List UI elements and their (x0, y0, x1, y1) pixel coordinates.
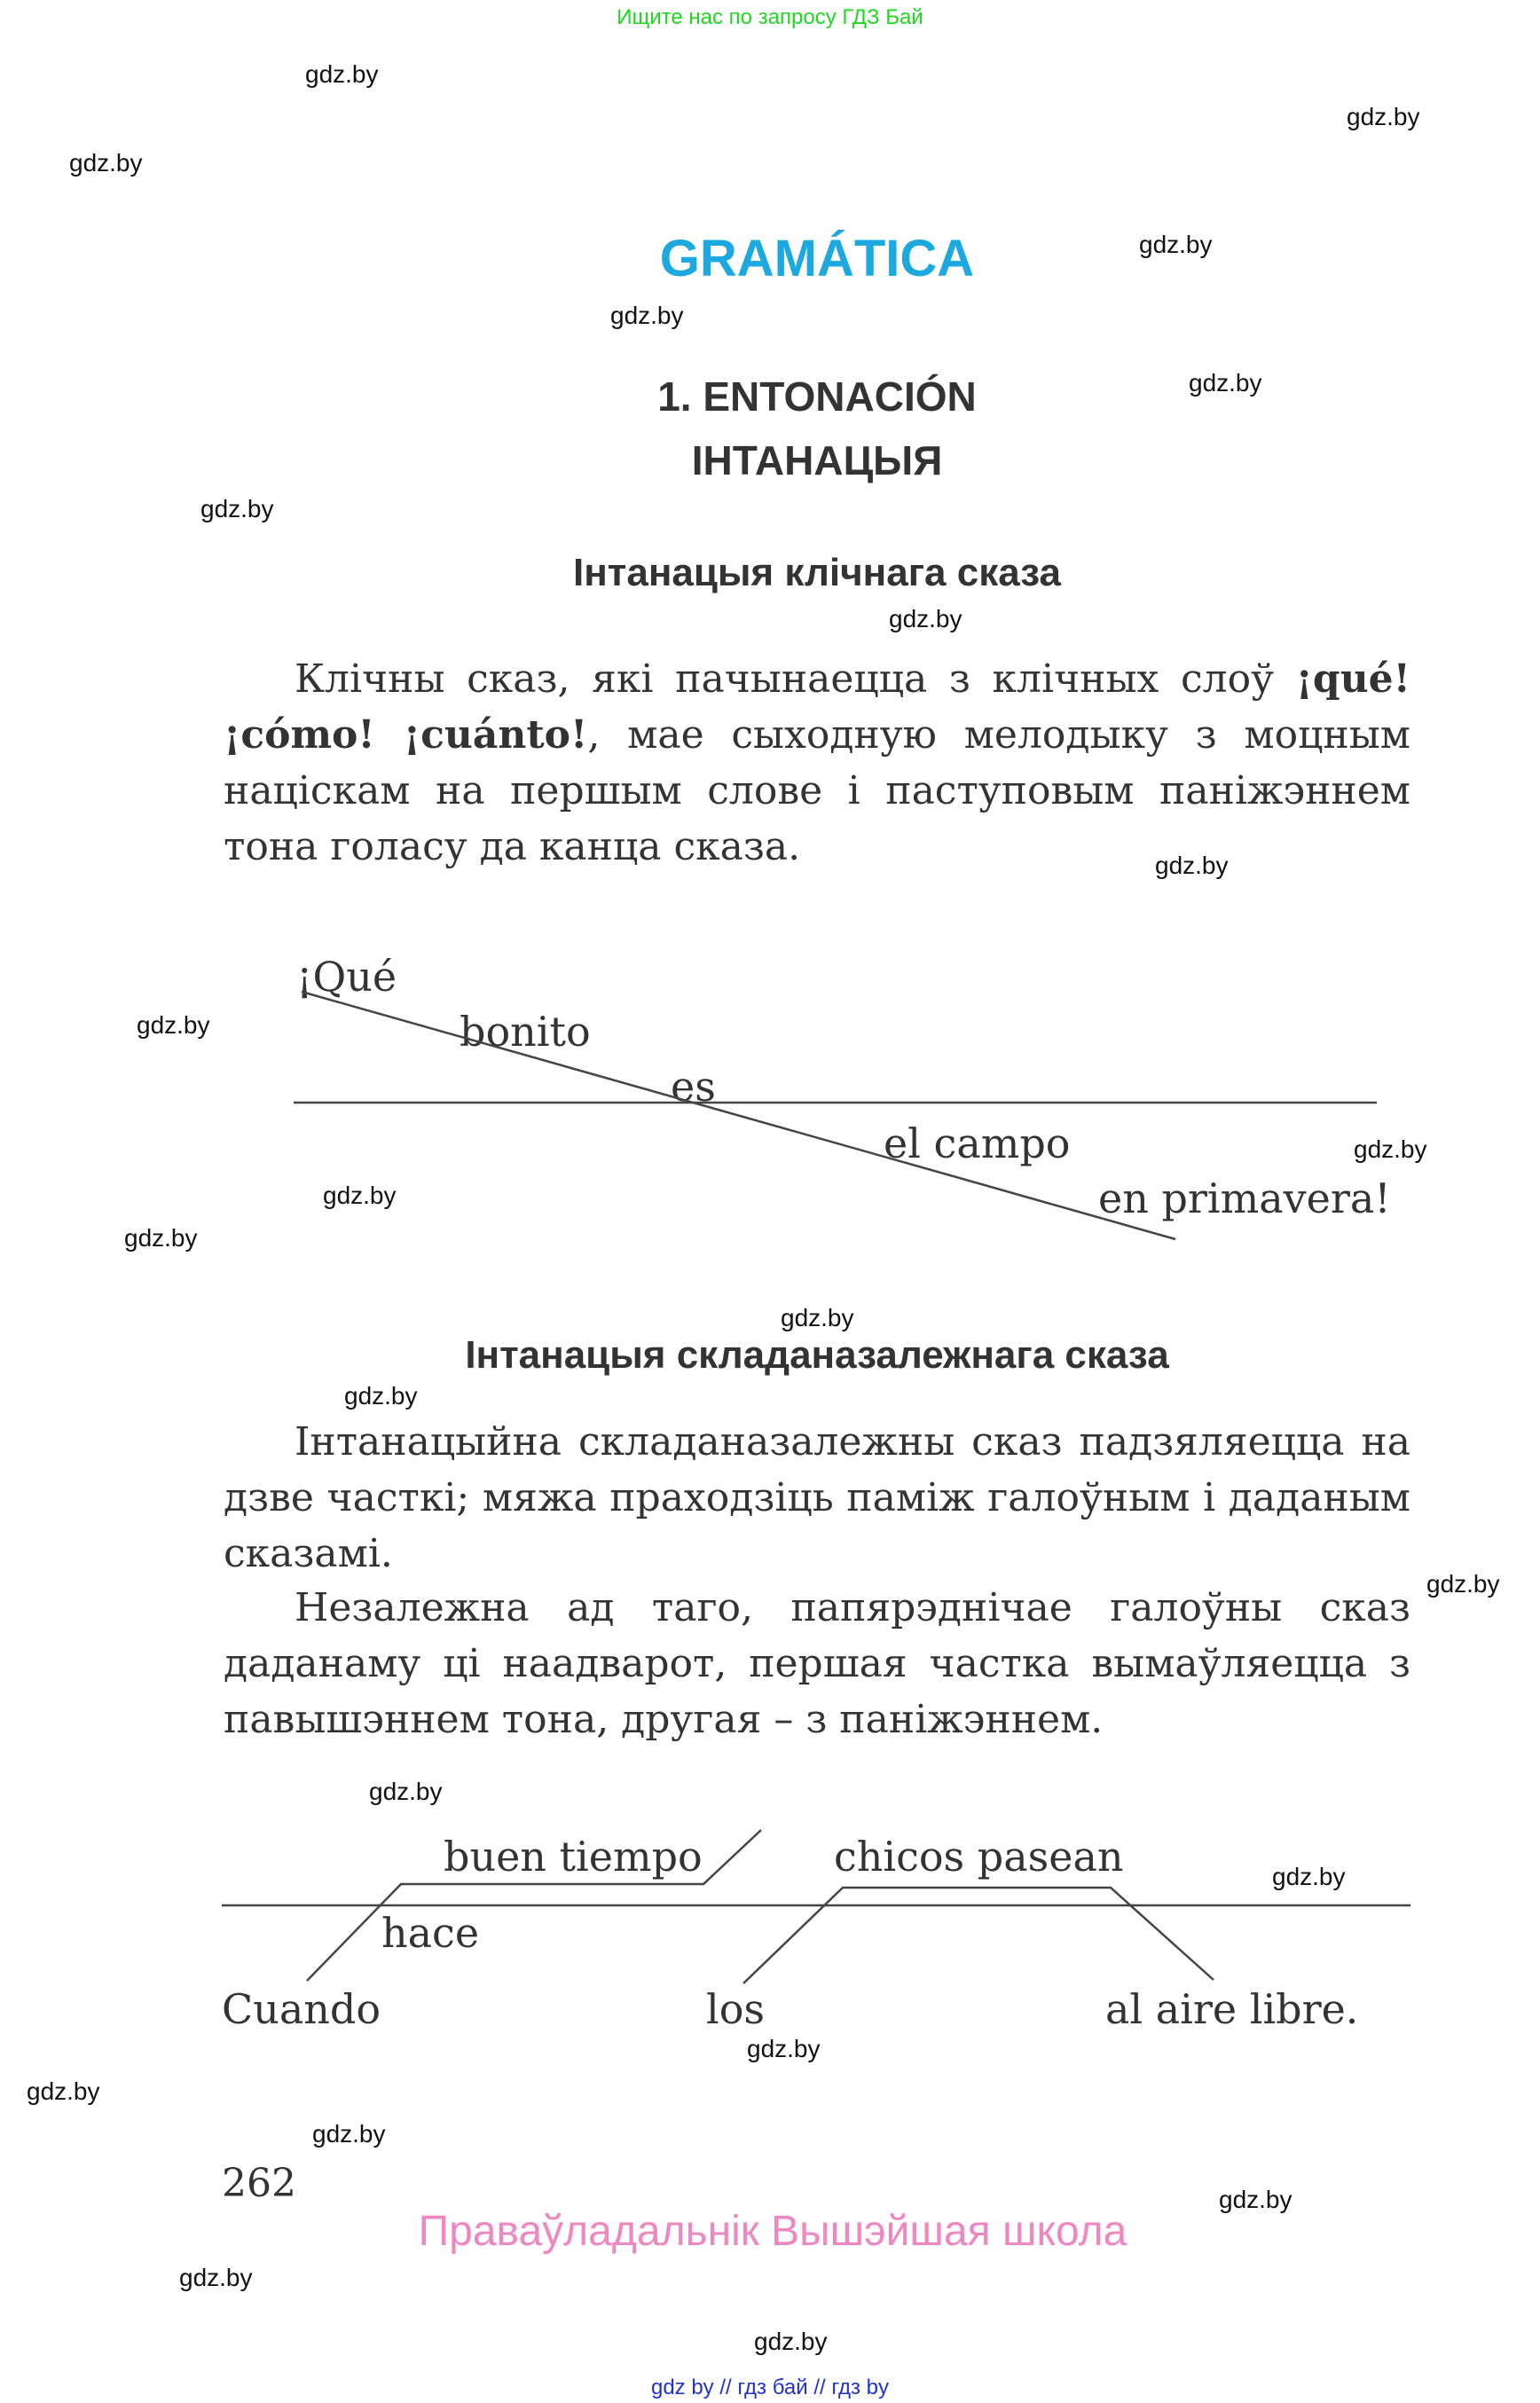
watermark: gdz.by (312, 2120, 386, 2148)
paragraph-text: Інтанацыйна складаназалежны сказ падзяляецца на дзве часткі; мяжа праходзіць паміж галоўным і даданым сказамі. (224, 1419, 1410, 1576)
diagram2-word-al-aire-libre: al aire libre. (1105, 1985, 1359, 2033)
paragraph-text-start: Клічны сказ, які пачынаецца з клічных слоў (295, 656, 1296, 702)
watermark: gdz.by (1189, 369, 1262, 397)
watermark: gdz.by (200, 495, 274, 522)
watermark: gdz.by (889, 605, 962, 632)
watermark: gdz.by (1354, 1135, 1427, 1163)
watermark: gdz.by (1155, 852, 1229, 879)
diagram2-word-hace: hace (381, 1909, 480, 1957)
watermark: gdz.by (1426, 1570, 1500, 1598)
watermark: gdz.by (1347, 103, 1420, 130)
watermark: gdz.by (179, 2264, 253, 2291)
search-banner: Ищите нас по запросу ГДЗ Бай (617, 5, 923, 29)
diagram2-word-chicos-pasean: chicos pasean (834, 1833, 1124, 1881)
subsection-heading-complex: Інтанацыя складаназалежнага сказа (465, 1333, 1169, 1377)
watermark: gdz.by (137, 1011, 210, 1039)
page-title: GRAMÁTICA (659, 230, 975, 287)
watermark: gdz.by (69, 149, 143, 177)
watermark: gdz.by (305, 60, 379, 88)
subsection-heading-exclamatory: Інтанацыя клічнага сказа (573, 551, 1061, 594)
diagram1-word-que: ¡Qué (296, 953, 397, 1001)
watermark: gdz.by (1139, 231, 1213, 258)
watermark: gdz.by (754, 2328, 828, 2355)
section-heading-es: 1. ENTONACIÓN (657, 373, 977, 420)
diagram1-word-bonito: bonito (460, 1008, 591, 1056)
watermark: gdz.by (610, 302, 684, 329)
paragraph-complex-1 (224, 1414, 1410, 1582)
diagram2-word-cuando: Cuando (222, 1985, 381, 2033)
watermark: gdz.by (323, 1182, 397, 1209)
footer-links[interactable]: gdz by // гдз бай // гдз by (650, 2376, 890, 2399)
paragraph-text: Незалежна ад таго, папярэднічае галоўны сказ даданаму ці наадварот, першая частка вымаўляецца з павышэннем тона, другая – з паніжэннем. (224, 1585, 1410, 1742)
diagram1-word-el-campo: el campo (884, 1119, 1071, 1167)
watermark: gdz.by (27, 2077, 100, 2105)
paragraph-text-end: , мае сыходную мелодыку з моцным націскам на першым слове і паступовым паніжэннем тона голасу да канца сказа. (224, 712, 1411, 869)
watermark: gdz.by (1219, 2186, 1292, 2213)
diagram1-word-es: es (671, 1063, 716, 1111)
paragraph-text-bold-words: ¡qué! ¡cómo! ¡cuánto! (224, 656, 1410, 758)
watermark: gdz.by (747, 2035, 821, 2062)
diagram1-word-en-primavera: en primavera! (1098, 1174, 1391, 1222)
watermark: gdz.by (344, 1382, 418, 1410)
section-heading-be: ІНТАНАЦЫЯ (691, 437, 943, 483)
watermark: gdz.by (1272, 1863, 1346, 1890)
diagram2-word-buen-tiempo: buen tiempo (444, 1833, 703, 1881)
rights-holder-notice: Праваўладальнік Вышэйшая школа (418, 2208, 1128, 2255)
page-number: 262 (222, 2161, 296, 2206)
watermark: gdz.by (124, 1224, 198, 1252)
paragraph-complex-2 (224, 1580, 1410, 1747)
watermark: gdz.by (369, 1778, 443, 1805)
paragraph-exclamatory (224, 651, 1410, 875)
watermark: gdz.by (781, 1304, 854, 1331)
diagram2-word-los: los (706, 1985, 766, 2033)
